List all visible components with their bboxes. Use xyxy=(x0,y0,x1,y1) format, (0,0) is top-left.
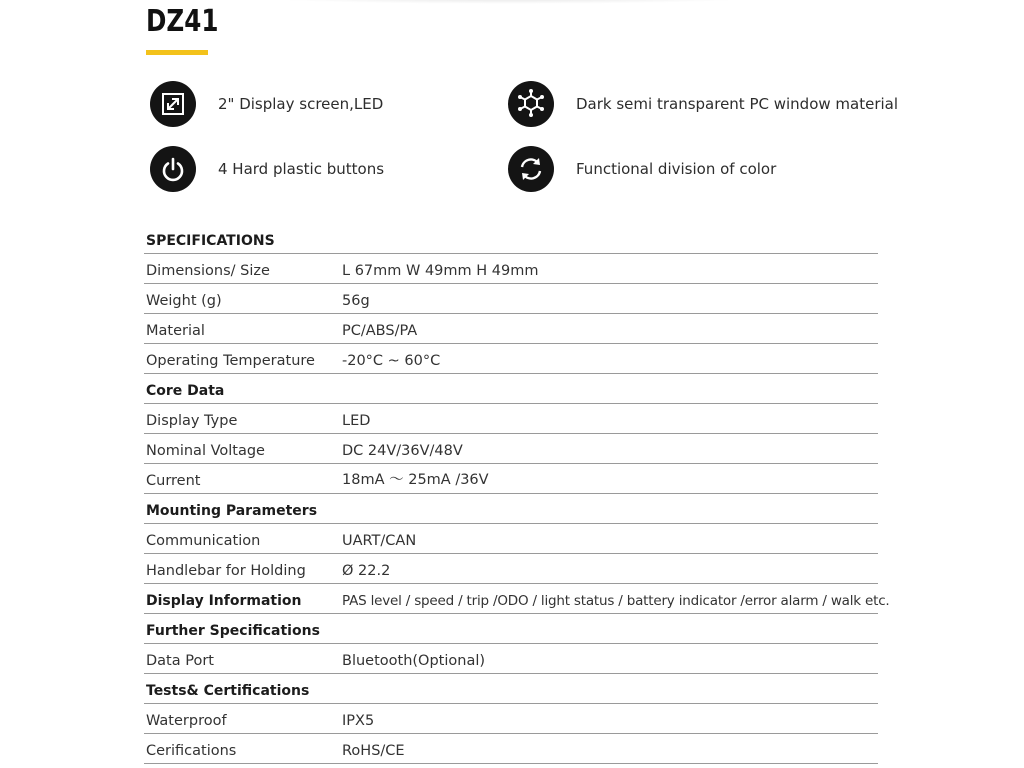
spec-key: Current xyxy=(146,473,201,489)
spec-key: Communication xyxy=(146,533,261,549)
spec-header xyxy=(144,223,878,254)
spec-table xyxy=(144,223,890,764)
spec-key: Cerifications xyxy=(146,743,237,759)
spec-section xyxy=(144,674,878,704)
spec-row xyxy=(144,464,878,494)
spec-value: 18mA ～ 25mA /36V xyxy=(342,472,489,488)
spec-value: LED xyxy=(342,413,371,429)
spec-value: Bluetooth(Optional) xyxy=(342,653,486,669)
product-title: DZ41 xyxy=(146,4,219,39)
feature-label: Functional division of color xyxy=(576,160,777,178)
feature-label: 4 Hard plastic buttons xyxy=(218,160,385,178)
spec-section xyxy=(144,494,878,524)
spec-section-title: Further Specifications xyxy=(146,623,320,639)
spec-section xyxy=(144,374,878,404)
spec-section-title: Tests& Certifications xyxy=(146,683,310,699)
spec-key: Waterproof xyxy=(146,713,227,729)
hexagon-molecule-icon xyxy=(508,81,554,127)
spec-row xyxy=(144,434,878,464)
spec-key: SPECIFICATIONS xyxy=(146,233,275,249)
spec-value: IPX5 xyxy=(342,713,375,729)
spec-section-title: Display Information xyxy=(146,593,302,609)
feature-label: Dark semi transparent PC window material xyxy=(576,95,899,113)
feature-display xyxy=(150,81,383,127)
spec-row xyxy=(144,404,878,434)
spec-value: RoHS/CE xyxy=(342,743,405,759)
spec-section-title: Mounting Parameters xyxy=(146,503,318,519)
spec-key: Weight (g) xyxy=(146,293,222,309)
spec-row xyxy=(144,344,878,374)
spec-key: Dimensions/ Size xyxy=(146,263,270,279)
spec-row xyxy=(144,524,878,554)
spec-key: Nominal Voltage xyxy=(146,443,265,459)
spec-row xyxy=(144,704,878,734)
spec-section xyxy=(144,584,890,614)
resize-arrows-icon xyxy=(150,81,196,127)
spec-section-title: Core Data xyxy=(146,383,225,399)
spec-row xyxy=(144,734,878,764)
feature-color xyxy=(508,146,776,192)
spec-section xyxy=(144,614,878,644)
spec-row xyxy=(144,644,878,674)
feature-buttons xyxy=(150,146,384,192)
spec-value: UART/CAN xyxy=(342,533,417,549)
spec-key: Handlebar for Holding xyxy=(146,563,306,579)
title-underline xyxy=(146,50,208,55)
spec-value: L 67mm W 49mm H 49mm xyxy=(342,263,539,279)
power-icon xyxy=(150,146,196,192)
spec-row xyxy=(144,314,878,344)
spec-key: Material xyxy=(146,323,205,339)
spec-key: Display Type xyxy=(146,413,238,429)
refresh-cycle-icon xyxy=(508,146,554,192)
feature-material xyxy=(508,81,898,127)
spec-row xyxy=(144,254,878,284)
spec-key: Operating Temperature xyxy=(146,353,315,369)
spec-value: 56g xyxy=(342,293,370,309)
spec-value: DC 24V/36V/48V xyxy=(342,443,463,459)
spec-value: Ø 22.2 xyxy=(342,563,391,579)
spec-row xyxy=(144,284,878,314)
spec-key: Data Port xyxy=(146,653,214,669)
feature-label: 2" Display screen,LED xyxy=(218,95,384,113)
spec-value: -20°C ~ 60°C xyxy=(342,353,441,369)
spec-value: PC/ABS/PA xyxy=(342,323,418,339)
spec-row xyxy=(144,554,878,584)
spec-value: PAS level / speed / trip /ODO / light status / battery indicator /error alarm / walk etc. xyxy=(342,593,890,609)
top-shadow xyxy=(250,0,770,4)
